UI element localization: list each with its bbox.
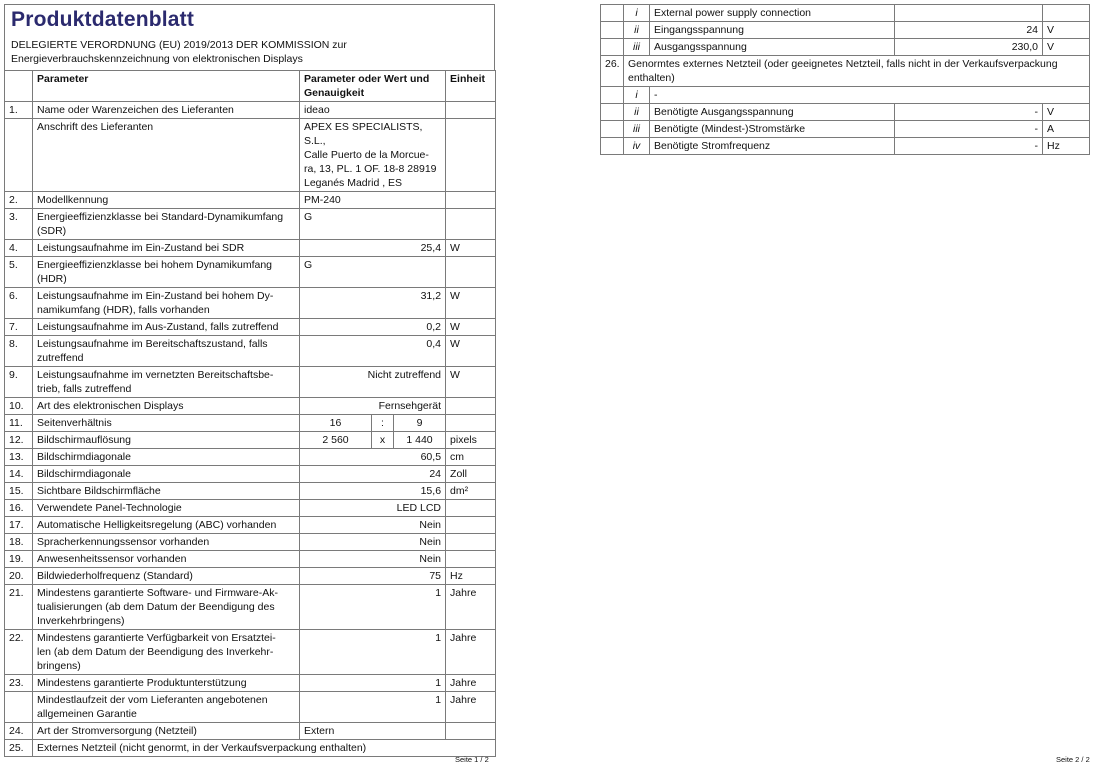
- table-row: 18. Spracherkennungssensor vorhanden Nein: [5, 534, 496, 551]
- table-row: ii Eingangsspannung 24 V: [601, 22, 1090, 39]
- table-row: 20. Bildwiederholfrequenz (Standard) 75 Hz: [5, 568, 496, 585]
- table-row: 10. Art des elektronischen Displays Fernsehgerät: [5, 398, 496, 415]
- table-row: Mindestlaufzeit der vom Lieferanten angebotenen allgemeinen Garantie 1 Jahre: [5, 692, 496, 723]
- regulation-line-2: Energieverbrauchskennzeichnung von elektronischen Displays: [11, 53, 303, 65]
- table-row: 13. Bildschirmdiagonale 60,5 cm: [5, 449, 496, 466]
- table-row: i -: [601, 87, 1090, 104]
- table-row: Anschrift des Lieferanten APEX ES SPECIALISTS, S.L., Calle Puerto de la Morcue- ra, 13, PL. 1 OF. 18-8 28919 Leganés Madrid , ES: [5, 119, 496, 192]
- table-row: 17. Automatische Helligkeitsregelung (ABC) vorhanden Nein: [5, 517, 496, 534]
- table-row: ii Benötigte Ausgangsspannung - V: [601, 104, 1090, 121]
- document-header: [4, 4, 495, 70]
- table-row: 12. Bildschirmauflösung 2 560 x 1 440 pixels: [5, 432, 496, 449]
- table-row: 26. Genormtes externes Netzteil (oder geeignetes Netzteil, falls nicht in der Verkaufsverpackung enthalten): [601, 56, 1090, 87]
- header-value: Parameter oder Wert und Genauigkeit: [300, 71, 446, 102]
- table-row: 24. Art der Stromversorgung (Netzteil) Extern: [5, 723, 496, 740]
- table-row: i External power supply connection: [601, 5, 1090, 22]
- power-supply-table: [600, 4, 1090, 155]
- page-2: [600, 4, 1090, 155]
- table-row: iv Benötigte Stromfrequenz - Hz: [601, 138, 1090, 155]
- table-row: 25. Externes Netzteil (nicht genormt, in der Verkaufsverpackung enthalten): [5, 740, 496, 757]
- table-row: 2. Modellkennung PM-240: [5, 192, 496, 209]
- document-title: Produktdatenblatt: [11, 8, 195, 31]
- table-row: 14. Bildschirmdiagonale 24 Zoll: [5, 466, 496, 483]
- table-row: 1. Name oder Warenzeichen des Lieferanten ideao: [5, 102, 496, 119]
- table-row: 9. Leistungsaufnahme im vernetzten Bereitschaftsbe- trieb, falls zutreffend Nicht zutreffend W: [5, 367, 496, 398]
- table-row: 19. Anwesenheitssensor vorhanden Nein: [5, 551, 496, 568]
- table-row: 11. Seitenverhältnis 16 : 9: [5, 415, 496, 432]
- supplier-address: APEX ES SPECIALISTS, S.L., Calle Puerto de la Morcue- ra, 13, PL. 1 OF. 18-8 28919 Leganés Madrid , ES: [300, 119, 446, 192]
- header-parameter: Parameter: [33, 71, 300, 102]
- table-row: 22. Mindestens garantierte Verfügbarkeit von Ersatztei- len (ab dem Datum der Beendigung des Inverkehr- bringens) 1 Jahre: [5, 630, 496, 675]
- page-number-2: Seite 2 / 2: [1056, 755, 1090, 764]
- table-row: iii Benötigte (Mindest-)Stromstärke - A: [601, 121, 1090, 138]
- table-row: iii Ausgangsspannung 230,0 V: [601, 39, 1090, 56]
- header-unit: Einheit: [446, 71, 496, 102]
- product-data-table: [4, 70, 496, 757]
- table-header-row: [5, 71, 496, 102]
- table-row: 23. Mindestens garantierte Produktunterstützung 1 Jahre: [5, 675, 496, 692]
- table-row: 16. Verwendete Panel-Technologie LED LCD: [5, 500, 496, 517]
- table-row: 15. Sichtbare Bildschirmfläche 15,6 dm²: [5, 483, 496, 500]
- table-row: 4. Leistungsaufnahme im Ein-Zustand bei SDR 25,4 W: [5, 240, 496, 257]
- page-1: [4, 4, 495, 757]
- table-row: 7. Leistungsaufnahme im Aus-Zustand, falls zutreffend 0,2 W: [5, 319, 496, 336]
- table-row: 5. Energieeffizienzklasse bei hohem Dynamikumfang (HDR) G: [5, 257, 496, 288]
- page-number-1: Seite 1 / 2: [455, 755, 489, 764]
- table-row: 21. Mindestens garantierte Software- und Firmware-Ak- tualisierungen (ab dem Datum der Beendigung des Inverkehrbringens) 1 Jahre: [5, 585, 496, 630]
- table-row: 6. Leistungsaufnahme im Ein-Zustand bei hohem Dy- namikumfang (HDR), falls vorhanden 31,2 W: [5, 288, 496, 319]
- table-row: 8. Leistungsaufnahme im Bereitschaftszustand, falls zutreffend 0,4 W: [5, 336, 496, 367]
- table-row: 3. Energieeffizienzklasse bei Standard-Dynamikumfang (SDR) G: [5, 209, 496, 240]
- regulation-line-1: DELEGIERTE VERORDNUNG (EU) 2019/2013 DER KOMMISSION zur: [11, 39, 347, 51]
